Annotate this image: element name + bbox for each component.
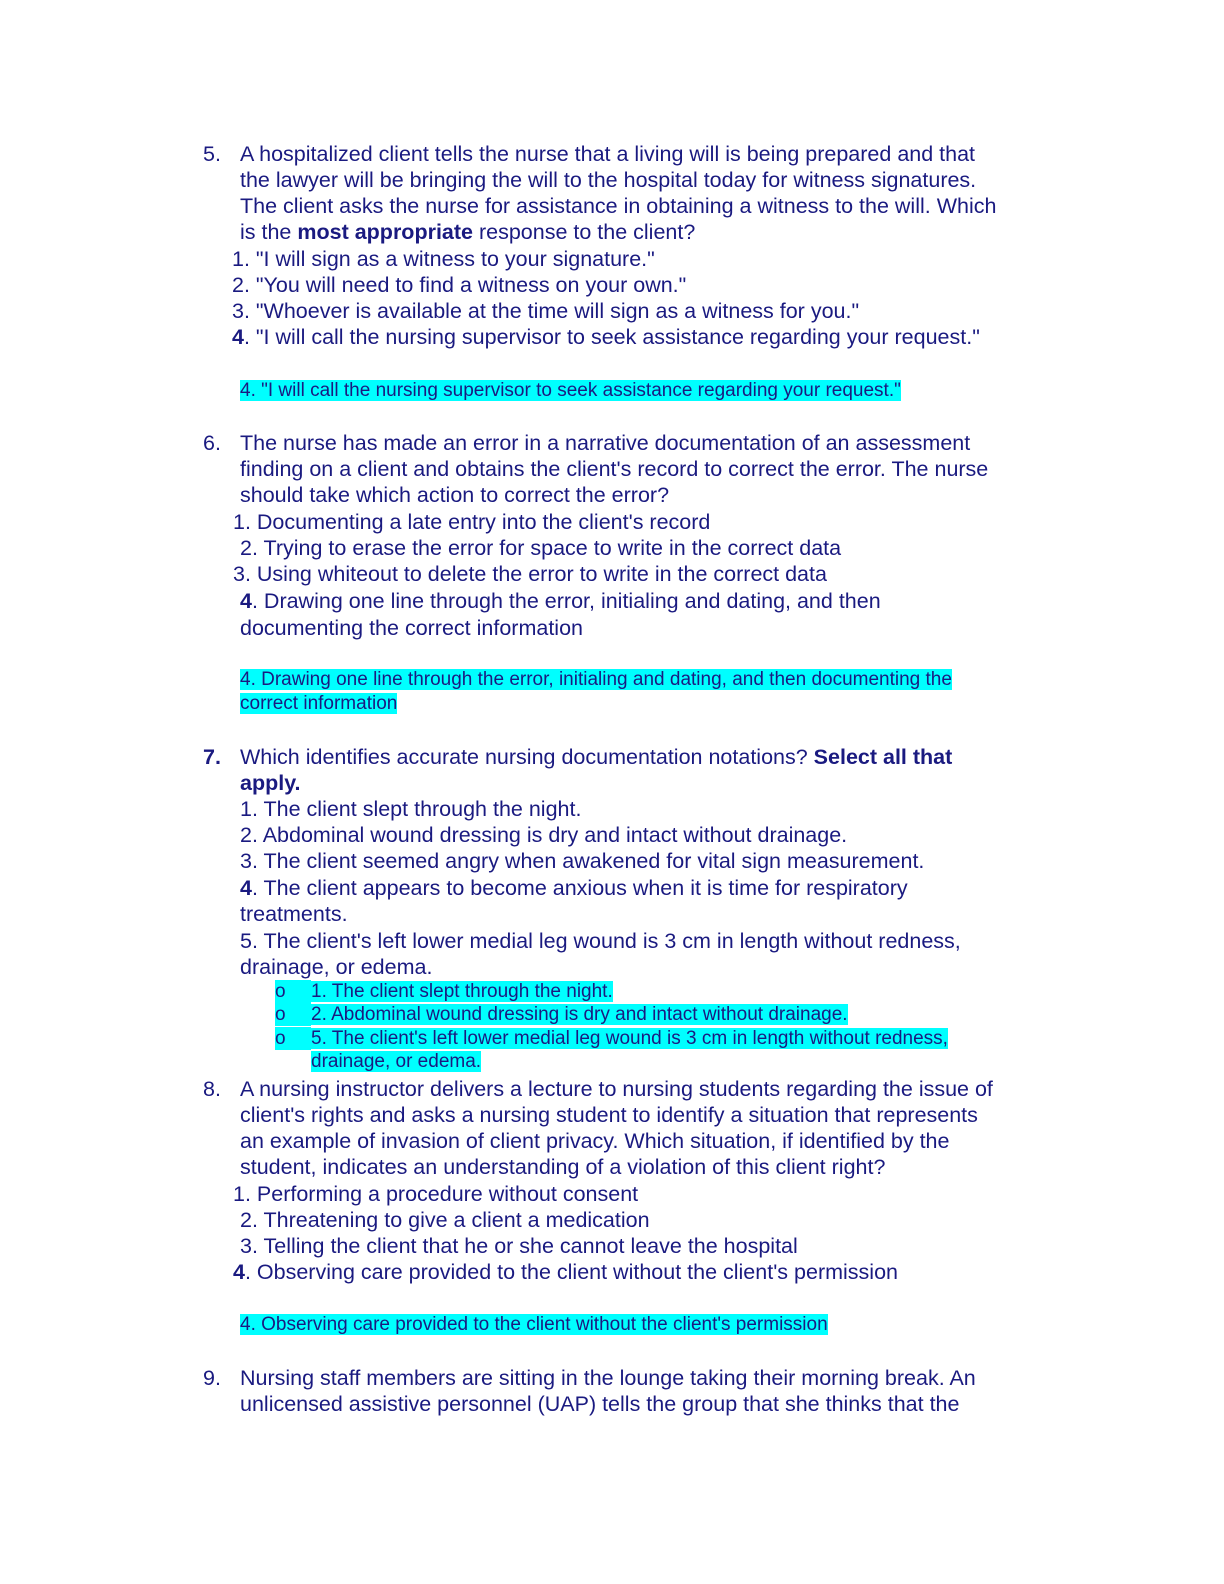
highlighted-answer: 2. Abdominal wound dressing is dry and intact without drainage.	[311, 1004, 848, 1025]
correct-answer	[240, 692, 397, 715]
answer-option-continued: drainage, or edema.	[240, 955, 433, 979]
question-stem-line: A hospitalized client tells the nurse that a living will is being prepared and that	[240, 142, 976, 166]
highlighted-answer: drainage, or edema.	[311, 1051, 482, 1072]
answer-option: 2. Threatening to give a client a medication	[240, 1208, 650, 1232]
answer-option: 1. The client slept through the night.	[240, 797, 582, 821]
emphasis-text: apply.	[240, 771, 301, 795]
answer-option: 3. "Whoever is available at the time will sign as a witness for you."	[232, 299, 860, 323]
answer-option: 1. Performing a procedure without consent	[233, 1182, 639, 1206]
emphasis-text: Select all that	[813, 745, 953, 769]
answer-option: 2. Trying to erase the error for space to write in the correct data	[240, 536, 842, 560]
answer-option: 5. The client's left lower medial leg wound is 3 cm in length without redness,	[240, 929, 961, 953]
correct-answer	[311, 1003, 848, 1026]
bullet-icon: o	[275, 980, 311, 1003]
answer-option-continued: documenting the correct information	[240, 616, 583, 640]
question-stem-line	[240, 744, 952, 770]
option-text: . The client appears to become anxious when it is time for respiratory	[251, 876, 908, 900]
question-stem-line: The client asks the nurse for assistance in obtaining a witness to the will. Which	[240, 194, 997, 218]
answer-option	[232, 324, 980, 350]
answer-option: 3. Using whiteout to delete the error to write in the correct data	[233, 562, 827, 586]
stem-text: response to the client?	[473, 220, 696, 244]
answer-option-continued: treatments.	[240, 902, 348, 926]
emphasis-text: most appropriate	[297, 220, 473, 244]
question-stem-line: an example of invasion of client privacy. Which situation, if identified by the	[240, 1129, 950, 1153]
question-number: 6.	[203, 431, 221, 455]
answer-option	[233, 1259, 898, 1285]
question-stem-line	[240, 219, 695, 245]
answer-option: 1. Documenting a late entry into the client's record	[233, 510, 711, 534]
option-text: . "I will call the nursing supervisor to seek assistance regarding your request."	[243, 325, 980, 349]
option-text: . Observing care provided to the client without the client's permission	[244, 1260, 898, 1284]
answer-option: 1. "I will sign as a witness to your signature."	[232, 247, 655, 271]
highlighted-answer: correct information	[240, 693, 398, 714]
correct-answer	[240, 379, 901, 402]
stem-text: is the	[240, 220, 298, 244]
question-number: 7.	[203, 745, 221, 769]
question-stem-line: the lawyer will be bringing the will to the hospital today for witness signatures.	[240, 168, 977, 192]
question-stem-line: A nursing instructor delivers a lecture to nursing students regarding the issue of	[240, 1077, 993, 1101]
answer-option: 2. Abdominal wound dressing is dry and intact without drainage.	[240, 823, 848, 847]
answer-option: 3. Telling the client that he or she cannot leave the hospital	[240, 1234, 798, 1258]
question-number: 5.	[203, 142, 221, 166]
stem-text: Which identifies accurate nursing documentation notations?	[240, 745, 814, 769]
option-number: 4	[232, 325, 244, 349]
question-number: 9.	[203, 1366, 221, 1390]
question-stem-line: unlicensed assistive personnel (UAP) tells the group that she thinks that the	[240, 1392, 960, 1416]
highlighted-answer: 5. The client's left lower medial leg wound is 3 cm in length without redness,	[311, 1028, 948, 1049]
question-stem-line: client's rights and asks a nursing student to identify a situation that represents	[240, 1103, 978, 1127]
bullet-icon: o	[275, 1003, 311, 1026]
answer-option	[240, 875, 908, 901]
question-number: 8.	[203, 1077, 221, 1101]
option-number: 4	[240, 589, 252, 613]
bullet-icon: o	[275, 1027, 311, 1050]
question-stem-line: Nursing staff members are sitting in the lounge taking their morning break. An	[240, 1366, 976, 1390]
answer-option: 2. "You will need to find a witness on your own."	[232, 273, 687, 297]
correct-answer	[240, 668, 952, 691]
question-stem-line: finding on a client and obtains the client's record to correct the error. The nurse	[240, 457, 989, 481]
highlighted-answer: 4. Observing care provided to the client without the client's permission	[240, 1314, 828, 1335]
question-stem-line: student, indicates an understanding of a violation of this client right?	[240, 1155, 886, 1179]
correct-answer	[311, 1050, 481, 1073]
option-text: . Drawing one line through the error, initialing and dating, and then	[251, 589, 881, 613]
answer-option	[240, 588, 881, 614]
option-number: 4	[240, 876, 252, 900]
highlighted-answer: 1. The client slept through the night.	[311, 981, 613, 1002]
highlighted-answer: 4. "I will call the nursing supervisor to seek assistance regarding your request."	[240, 380, 901, 401]
correct-answer	[311, 980, 613, 1003]
question-stem-line: should take which action to correct the error?	[240, 483, 670, 507]
option-number: 4	[233, 1260, 245, 1284]
highlighted-answer: 4. Drawing one line through the error, initialing and dating, and then documenting the	[240, 669, 952, 690]
answer-option: 3. The client seemed angry when awakened for vital sign measurement.	[240, 849, 925, 873]
correct-answer	[240, 1313, 828, 1336]
question-stem-line: The nurse has made an error in a narrative documentation of an assessment	[240, 431, 971, 455]
correct-answer	[311, 1027, 948, 1050]
